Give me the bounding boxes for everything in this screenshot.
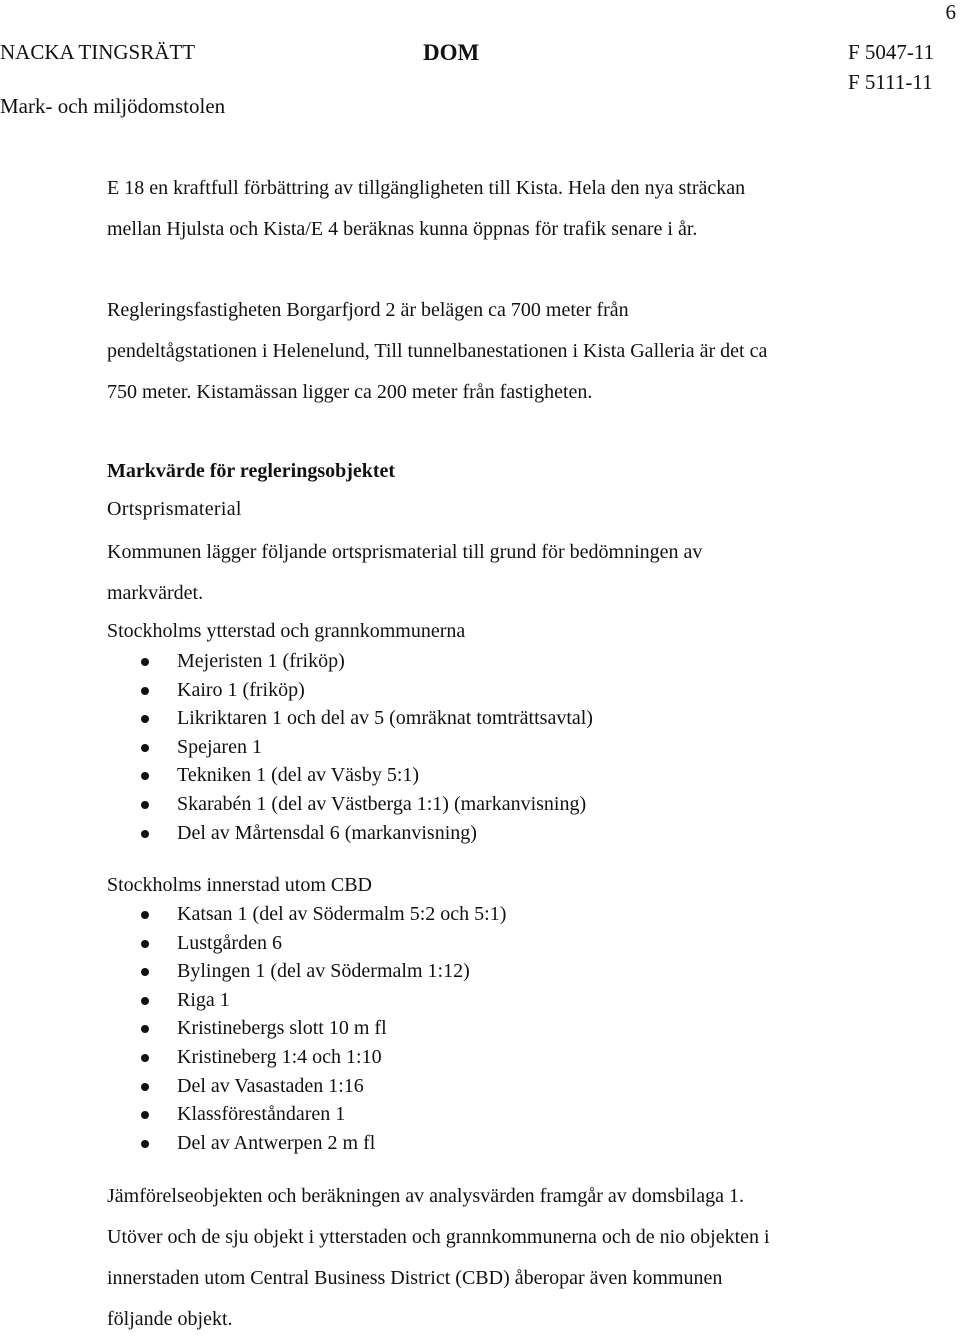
text-line: markvärdet.	[107, 582, 204, 604]
list-item: Riga 1	[107, 986, 506, 1015]
list-item: Mejeristen 1 (friköp)	[107, 647, 593, 676]
text-line: pendeltågstationen i Helenelund, Till tunnelbanestationen i Kista Galleria är det ca	[107, 340, 768, 362]
bullet-icon	[141, 801, 149, 809]
list-item: Likriktaren 1 och del av 5 (omräknat tomträttsavtal)	[107, 704, 593, 733]
bullet-icon	[141, 744, 149, 752]
department-name: Mark- och miljödomstolen	[0, 94, 226, 118]
bullet-icon	[141, 940, 149, 948]
bullet-icon	[141, 687, 149, 695]
text-line: 750 meter. Kistamässan ligger ca 200 meter från fastigheten.	[107, 381, 593, 403]
list-item: Klassföreståndaren 1	[107, 1100, 506, 1129]
group-outer-list	[107, 647, 593, 847]
bullet-icon	[141, 658, 149, 666]
list-item: Del av Vasastaden 1:16	[107, 1072, 506, 1101]
list-item: Katsan 1 (del av Södermalm 5:2 och 5:1)	[107, 900, 506, 929]
location-paragraph	[107, 290, 767, 413]
bullet-icon	[141, 1025, 149, 1033]
bullet-icon	[141, 997, 149, 1005]
list-item: Del av Mårtensdal 6 (markanvisning)	[107, 819, 593, 848]
bullet-icon	[141, 1140, 149, 1148]
group-inner-label: Stockholms innerstad utom CBD	[107, 874, 372, 896]
text-line: mellan Hjulsta och Kista/E 4 beräknas kunna öppnas för trafik senare i år.	[107, 218, 698, 240]
list-item: Skarabén 1 (del av Västberga 1:1) (markanvisning)	[107, 790, 593, 819]
list-item: Kristinebergs slott 10 m fl	[107, 1014, 506, 1043]
case-number-2: F 5111-11	[848, 70, 933, 94]
text-line: innerstaden utom Central Business District (CBD) åberopar även kommunen	[107, 1267, 723, 1289]
court-name: NACKA TINGSRÄTT	[0, 40, 196, 64]
page-number: 6	[945, 0, 956, 24]
list-item: Kairo 1 (friköp)	[107, 676, 593, 705]
list-item: Bylingen 1 (del av Södermalm 1:12)	[107, 957, 506, 986]
bullet-icon	[141, 830, 149, 838]
list-item: Lustgården 6	[107, 929, 506, 958]
intro-paragraph	[107, 168, 745, 250]
bullet-icon	[141, 715, 149, 723]
group-inner-list	[107, 900, 506, 1157]
text-line: följande objekt.	[107, 1308, 233, 1330]
bullet-icon	[141, 1083, 149, 1091]
bullet-icon	[141, 911, 149, 919]
document-type: DOM	[423, 40, 480, 65]
bullet-icon	[141, 1111, 149, 1119]
text-line: E 18 en kraftfull förbättring av tillgängligheten till Kista. Hela den nya sträckan	[107, 177, 746, 199]
bullet-icon	[141, 1054, 149, 1062]
list-item: Tekniken 1 (del av Väsby 5:1)	[107, 761, 593, 790]
subsection-heading: Ortsprismaterial	[107, 498, 242, 520]
section-heading: Markvärde för regleringsobjektet	[107, 460, 396, 482]
closing-paragraph	[107, 1176, 770, 1340]
list-item: Kristineberg 1:4 och 1:10	[107, 1043, 506, 1072]
bullet-icon	[141, 772, 149, 780]
text-line: Jämförelseobjekten och beräkningen av analysvärden framgår av domsbilaga 1.	[107, 1185, 744, 1207]
text-line: Utöver och de sju objekt i ytterstaden och grannkommunerna och de nio objekten i	[107, 1226, 770, 1248]
case-number-1: F 5047-11	[848, 40, 935, 64]
list-item: Del av Antwerpen 2 m fl	[107, 1129, 506, 1158]
group-outer-label: Stockholms ytterstad och grannkommunerna	[107, 620, 466, 642]
subsection-intro	[107, 532, 702, 614]
text-line: Regleringsfastigheten Borgarfjord 2 är belägen ca 700 meter från	[107, 299, 629, 321]
text-line: Kommunen lägger följande ortsprismaterial till grund för bedömningen av	[107, 541, 703, 563]
bullet-icon	[141, 968, 149, 976]
list-item: Spejaren 1	[107, 733, 593, 762]
